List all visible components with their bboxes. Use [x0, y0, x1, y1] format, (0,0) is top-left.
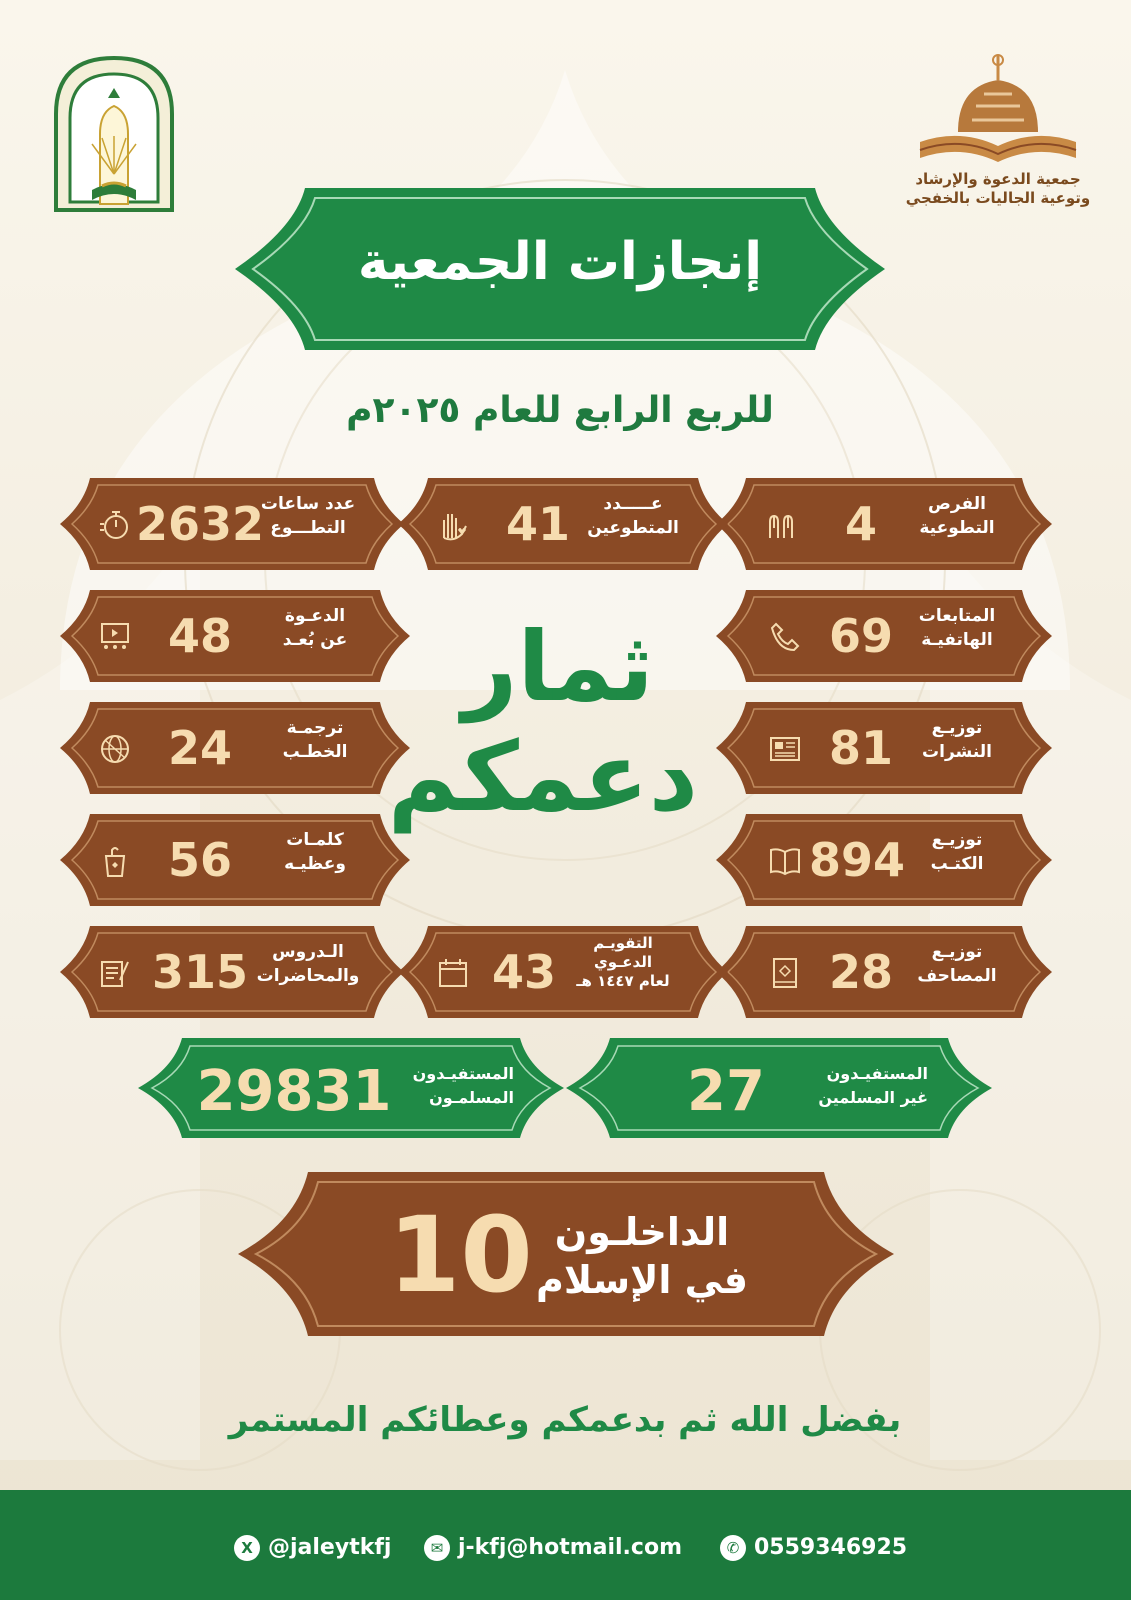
stat-value: 41 [505, 497, 570, 551]
non-muslim-beneficiaries-card [566, 1038, 992, 1138]
stat-label: توزيـع النشرات [922, 718, 992, 762]
stat-label: توزيـع المصاحف [917, 942, 997, 986]
stat-value: 81 [828, 721, 893, 775]
stat-card-mushaf [716, 926, 1052, 1018]
ministry-logo [52, 54, 176, 214]
newspaper-icon [768, 732, 802, 766]
stat-card-calendar [398, 926, 728, 1018]
footer [0, 1490, 1131, 1600]
stat-label: ترجمـة الخطـب [282, 718, 348, 762]
beneficiary-label: المستفيـدون غير المسلمين [818, 1064, 928, 1107]
whatsapp-number: 0559346925 [754, 1535, 908, 1560]
stat-card-sermons [60, 814, 410, 906]
email-address: j-kfj@hotmail.com [458, 1535, 682, 1560]
globe-translate-icon [98, 732, 132, 766]
envelope-icon: ✉ [424, 1535, 450, 1561]
converts-value: 10 [388, 1194, 533, 1316]
stat-value: 43 [491, 945, 556, 999]
whatsapp-contact[interactable] [720, 1533, 907, 1563]
stat-label: الدعـوة عن بُعـد [282, 606, 348, 650]
raised-hands-icon [764, 508, 798, 542]
stat-card-sermon-translation [60, 702, 410, 794]
stat-value: 48 [167, 609, 232, 663]
book-dome-icon [880, 50, 1116, 170]
stat-label: الفرص التطوعية [919, 494, 995, 538]
stat-card-books [716, 814, 1052, 906]
org-name-line1: جمعية الدعوة والإرشاد [915, 170, 1081, 188]
stat-card-volunteers [398, 478, 728, 570]
stat-value: 315 [151, 945, 249, 999]
stat-card-phone-followups [716, 590, 1052, 682]
twitter-contact[interactable] [234, 1533, 391, 1563]
center-slogan-line2: دعمكم [387, 721, 698, 833]
hand-heart-icon [436, 508, 470, 542]
stat-card-volunteer-opportunities [716, 478, 1052, 570]
open-book-icon [768, 844, 802, 878]
stat-card-remote-dawah [60, 590, 410, 682]
stat-value: 69 [828, 609, 893, 663]
notebook-pen-icon [98, 956, 132, 990]
center-slogan [387, 611, 698, 833]
center-slogan-line1: ثمار [462, 611, 654, 723]
org-name-line2: وتوعية الجاليات بالخفجي [905, 189, 1091, 207]
twitter-handle: @jaleytkfj [268, 1535, 392, 1560]
page-subtitle: للربع الرابع للعام ٢٠٢٥م [346, 390, 774, 431]
stat-value: 894 [808, 833, 906, 887]
stopwatch-icon [98, 508, 132, 542]
whatsapp-icon: ✆ [720, 1535, 746, 1561]
online-meeting-icon [98, 620, 132, 654]
stat-card-leaflets [716, 702, 1052, 794]
x-twitter-icon: X [234, 1535, 260, 1561]
stat-label: عـــــدد المتطوعين [587, 494, 679, 538]
beneficiary-label: المستفيـدون المسلمـون [412, 1064, 514, 1107]
thanks-message: بفضل الله ثم بدعمكم وعطائكم المستمر [228, 1400, 902, 1440]
email-contact[interactable] [424, 1533, 682, 1563]
stat-label: المتابعات الهاتفيـة [918, 606, 996, 650]
beneficiary-value: 29831 [196, 1059, 392, 1124]
association-logo [880, 50, 1116, 220]
stat-card-lectures [60, 926, 404, 1018]
converts-label: الداخلـون في الإسلام [536, 1210, 748, 1302]
phone-icon [768, 620, 802, 654]
calendar-icon [436, 956, 470, 990]
stat-label: الـدروس والمحاضرات [256, 942, 360, 986]
stat-value: 28 [828, 945, 893, 999]
podium-icon [98, 844, 132, 878]
stat-label: كلمـات وعظيـه [284, 830, 346, 874]
stat-value: 4 [844, 497, 877, 551]
stat-label: توزيـع الكتـب [930, 830, 984, 874]
stat-value: 2632 [136, 497, 265, 551]
quran-icon [768, 956, 802, 990]
beneficiary-value: 27 [687, 1059, 765, 1124]
stat-label: عدد ساعات التطـــوع [260, 494, 356, 538]
muslim-beneficiaries-card [138, 1038, 564, 1138]
stat-label: التقويـم الدعـوي لعام ١٤٤٧ هـ [576, 934, 670, 990]
stat-value: 24 [167, 721, 232, 775]
page-title: إنجازات الجمعية [357, 232, 763, 292]
stat-card-volunteer-hours [60, 478, 404, 570]
converts-card [238, 1172, 894, 1336]
stat-value: 56 [167, 833, 232, 887]
